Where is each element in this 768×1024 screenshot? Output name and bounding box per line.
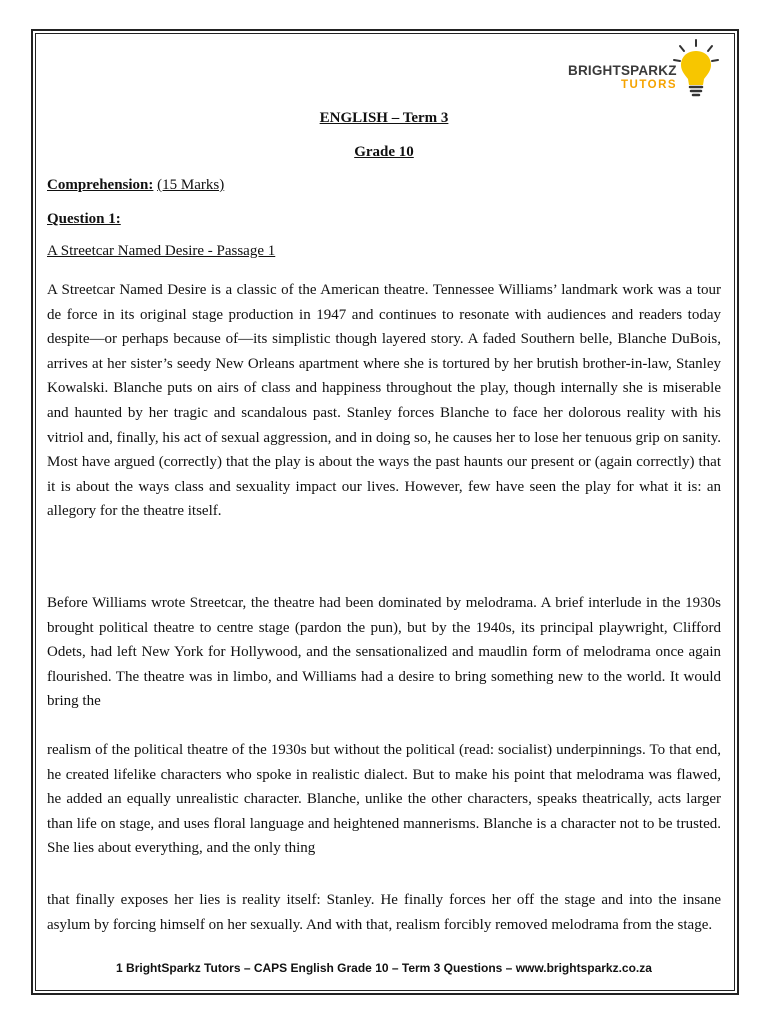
comprehension-marks: (15 Marks) [157, 177, 225, 193]
passage-paragraph-4: that finally exposes her lies is reality itself: Stanley. He finally forces her off the stage and into the insane asylum by forcing himself on her sexually. And with that, realism forcibly removed melodrama from the stage. [47, 892, 721, 933]
grade-heading: Grade 10 [354, 144, 414, 160]
page-footer: 1 BrightSparkz Tutors – CAPS English Grade 10 – Term 3 Questions – www.brightsparkz.co.za [116, 961, 652, 975]
logo-brand-text: BRIGHTSPARKZ [568, 63, 677, 78]
passage-title [47, 243, 275, 260]
comprehension-label: Comprehension: [47, 177, 154, 193]
question-label: Question 1: [47, 211, 121, 227]
page-title: ENGLISH – Term 3 [319, 110, 449, 126]
logo-sub-text: TUTORS [621, 79, 678, 91]
passage-paragraph-3: realism of the political theatre of the 1930s but without the political (read: socialist) underpinnings. To that end, he created lifelike characters who spoke in realistic dialect. But to make his point that melodrama was flawed, he added an equally unrealistic character. Blanche, unlike the other characters, speaks theatrically, acts larger than life on stage, and uses floral language and heightened mannerisms. Blanche is a character not to be trusted. She lies about everything, and the only thing [47, 742, 721, 857]
question-heading [47, 211, 121, 228]
passage-paragraph-1: A Streetcar Named Desire is a classic of the American theatre. Tennessee Williams’ landmark work was a tour de force in its original stage production in 1947 and continues to resonate with audiences and readers today despite—or perhaps because of—its simplistic though layered story. A faded Southern belle, Blanche DuBois, arrives at her sister’s seedy New Orleans apartment where she is tortured by her brutish brother-in-law, Stanley Kowalski. Blanche puts on airs of class and happiness throughout the play, though internally she is miserable and haunted by her tragic and scandalous past. Stanley forces Blanche to face her dolorous reality with his vitriol and, finally, his act of sexual aggression, and in doing so, he causes her to lose her tenuous grip on sanity. Most have argued (correctly) that the play is about the ways the past haunts our present or (again correctly) that it is about the ways class and sexuality impact our lives. However, few have seen the play for what it is: an allegory for the theatre itself. [47, 282, 721, 520]
lightbulb-icon [672, 38, 724, 100]
passage-paragraph-2: Before Williams wrote Streetcar, the theatre had been dominated by melodrama. A brief interlude in the 1930s brought political theatre to centre stage (pardon the pun), but by the 1940s, its principal playwright, Clifford Odets, had left New York for Hollywood, and the sensationalized and maudlin form of melodrama once again flourished. The theatre was in limbo, and Williams had a desire to bring something new to the world. It would bring the [47, 595, 721, 710]
passage-title-text: A Streetcar Named Desire - Passage 1 [47, 243, 276, 259]
brightsparkz-logo [568, 38, 728, 100]
comprehension-heading [47, 177, 224, 194]
